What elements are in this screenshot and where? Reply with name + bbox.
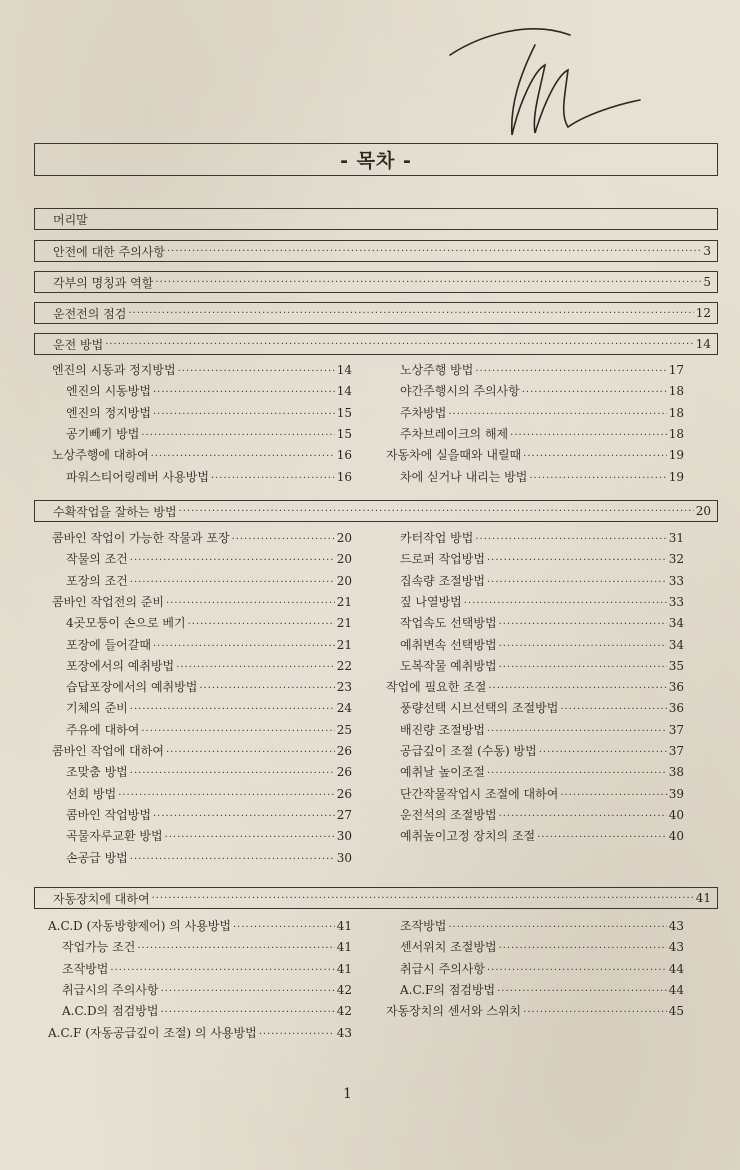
toc-entry-right[interactable] [400, 528, 684, 549]
dot-leader [153, 404, 335, 425]
dot-leader [499, 614, 667, 635]
toc-entry-label: 자동장치의 센서와 스위치 [386, 1004, 522, 1019]
toc-entry-label: 노상주행에 대하여 [52, 448, 149, 463]
toc-entry-right[interactable] [400, 916, 684, 937]
toc-entry-left[interactable] [66, 784, 352, 805]
toc-entry-right[interactable] [400, 403, 684, 424]
section-label: 수확작업을 잘하는 방법 [53, 504, 177, 519]
toc-entry-page: 14 [336, 363, 352, 377]
toc-entry-label: 센서위치 조절방법 [400, 940, 497, 955]
dot-leader [499, 806, 667, 827]
section-page: 3 [703, 244, 711, 258]
dot-leader [161, 981, 335, 1002]
dot-leader [232, 529, 335, 550]
toc-entry-page: 38 [668, 765, 684, 780]
toc-entry-label: 기체의 준비 [66, 701, 128, 716]
toc-entry-label: 작업가능 조건 [62, 940, 136, 955]
toc-entry-label: A.C.F (자동공급깊이 조절) 의 사용방법 [48, 1025, 257, 1040]
toc-entry-right[interactable] [400, 826, 684, 847]
toc-entry-right[interactable] [400, 592, 684, 613]
toc-entry-right[interactable] [400, 360, 684, 381]
toc-entry-label: 콤바인 작업에 대하여 [52, 744, 164, 758]
toc-entry-left[interactable] [66, 467, 352, 488]
toc-entry-page: 20 [336, 573, 352, 588]
toc-entry-page: 44 [668, 961, 684, 976]
dot-leader [167, 246, 701, 257]
toc-entry-page: 32 [668, 552, 684, 567]
toc-entry-label: 콤바인 작업이 가능한 작물과 포장 [52, 531, 230, 545]
toc-entry-page: 21 [336, 594, 352, 609]
toc-entry-left[interactable] [66, 656, 352, 677]
toc-entry-label: 공급깊이 조절 (수동) 방법 [400, 744, 537, 758]
dot-leader [497, 981, 667, 1002]
toc-entry-label: 작물의 조건 [66, 552, 128, 567]
toc-entry-right[interactable] [400, 741, 684, 762]
toc-entry-page: 34 [668, 616, 684, 631]
section-label: 머리말 [53, 212, 88, 227]
dot-leader [141, 425, 334, 446]
dot-leader [464, 593, 667, 614]
dot-leader [153, 636, 335, 657]
toc-entry-label: 예취날 높이조절 [400, 765, 485, 780]
toc-entry-right[interactable] [400, 959, 684, 980]
toc-entry-page: 41 [336, 961, 352, 976]
toc-entry-page: 40 [668, 807, 684, 822]
toc-entry-label: 운전석의 조절방법 [400, 807, 497, 822]
toc-entry-page: 18 [668, 384, 684, 399]
dot-leader [199, 678, 334, 699]
dot-leader [523, 446, 667, 467]
toc-entry-page: 30 [336, 850, 352, 865]
toc-entry-label: 풍량선택 시브선택의 조절방법 [400, 701, 559, 716]
toc-entry-page: 34 [668, 637, 684, 652]
section-label: 자동장치에 대하여 [53, 891, 150, 906]
dot-leader [130, 550, 335, 571]
toc-entry-label: A.C.F의 점검방법 [400, 982, 496, 997]
dot-leader [166, 742, 335, 763]
dot-leader [488, 678, 666, 699]
toc-entry-label: 콤바인 작업전의 준비 [52, 594, 164, 609]
toc-entry-left[interactable] [66, 762, 352, 783]
toc-entry-left[interactable] [66, 549, 352, 570]
section-label: 각부의 명칭과 역할 [53, 275, 154, 290]
dot-leader [151, 446, 335, 467]
toc-entry-page: 18 [668, 426, 684, 441]
toc-entry-right[interactable] [400, 381, 684, 402]
toc-section-auto[interactable] [34, 887, 718, 909]
toc-entry-label: 짚 나열방법 [400, 594, 462, 609]
toc-entry-page: 43 [668, 940, 684, 955]
page-title: - 목차 - [34, 143, 718, 176]
toc-entry-page: 35 [668, 658, 684, 673]
dot-leader [475, 529, 666, 550]
dot-leader [179, 506, 694, 517]
toc-entry-page: 21 [336, 616, 352, 631]
dot-leader [105, 339, 694, 350]
dot-leader [487, 763, 667, 784]
dot-leader [448, 404, 666, 425]
toc-entry-page: 17 [668, 363, 684, 377]
dot-leader [487, 960, 667, 981]
dot-leader [137, 938, 334, 959]
toc-entry-left[interactable] [66, 826, 352, 847]
toc-entry-page: 30 [336, 829, 352, 844]
toc-entry-page: 42 [336, 982, 352, 997]
toc-entry-page: 31 [668, 531, 684, 545]
toc-section-harvest[interactable] [34, 500, 718, 522]
dot-leader [537, 827, 667, 848]
toc-entry-page: 42 [336, 1004, 352, 1019]
dot-leader [475, 361, 666, 382]
toc-entry-label: 노상주행 방법 [400, 363, 474, 377]
toc-entry-left[interactable] [66, 698, 352, 719]
page-number: 1 [343, 1086, 352, 1102]
toc-entry-page: 41 [336, 940, 352, 955]
toc-entry-right[interactable] [400, 720, 684, 741]
dot-leader [176, 657, 335, 678]
toc-entry-left[interactable] [52, 445, 352, 466]
toc-entry-left[interactable] [66, 403, 352, 424]
toc-entry-label: 단간작물작업시 조절에 대하여 [400, 786, 559, 801]
toc-entry-right[interactable] [400, 805, 684, 826]
toc-entry-right[interactable] [400, 467, 684, 488]
toc-entry-right[interactable] [400, 980, 684, 1001]
toc-entry-label: A.C.D의 점검방법 [62, 1004, 159, 1019]
toc-entry-left[interactable] [52, 360, 352, 381]
toc-section[interactable] [34, 240, 718, 262]
dot-leader [178, 361, 335, 382]
toc-entry-label: 포장에서의 예취방법 [66, 658, 175, 673]
toc-entry-label: 주유에 대하여 [66, 722, 140, 737]
dot-leader [130, 763, 335, 784]
toc-entry-page: 19 [668, 469, 684, 484]
toc-entry-right[interactable] [400, 762, 684, 783]
dot-leader [130, 699, 335, 720]
toc-entry-left[interactable] [62, 937, 352, 958]
toc-entry-label: 선회 방법 [66, 786, 117, 801]
toc-entry-left[interactable] [66, 848, 352, 869]
toc-section[interactable] [34, 333, 718, 355]
toc-entry-label: 작업속도 선택방법 [400, 616, 497, 631]
toc-entry-page: 39 [668, 786, 684, 801]
toc-entry-page: 23 [336, 680, 352, 695]
toc-entry-left[interactable] [52, 528, 352, 549]
dot-leader [448, 917, 666, 938]
dot-leader [510, 425, 667, 446]
toc-entry-label: 카터작업 방법 [400, 531, 474, 545]
handwritten-signature [440, 15, 650, 140]
dot-leader [529, 468, 666, 489]
toc-entry-page: 44 [668, 982, 684, 997]
dot-leader [487, 721, 667, 742]
dot-leader [128, 308, 693, 319]
dot-leader [499, 657, 667, 678]
toc-entry-page: 22 [336, 658, 352, 673]
toc-entry-label: 주차방법 [400, 405, 447, 420]
toc-entry-label: 파워스티어링레버 사용방법 [66, 469, 209, 484]
toc-entry-page: 15 [336, 426, 352, 441]
toc-entry-left[interactable] [66, 635, 352, 656]
toc-entry-label: 예취변속 선택방법 [400, 637, 497, 652]
toc-entry-page: 40 [668, 829, 684, 844]
toc-section[interactable] [34, 208, 718, 230]
toc-entry-left[interactable] [66, 424, 352, 445]
toc-entry-page: 16 [336, 469, 352, 484]
toc-entry-page: 36 [668, 701, 684, 716]
toc-entry-label: 취급시의 주의사항 [62, 982, 159, 997]
dot-leader [155, 277, 701, 288]
section-page: 41 [695, 891, 711, 905]
toc-entry-left[interactable] [66, 381, 352, 402]
toc-entry-label: 콤바인 작업방법 [66, 807, 151, 822]
toc-entry-right[interactable] [400, 937, 684, 958]
dot-leader [188, 614, 335, 635]
toc-entry-left[interactable] [62, 980, 352, 1001]
toc-entry-right[interactable] [400, 656, 684, 677]
dot-leader [487, 572, 667, 593]
toc-entry-page: 43 [668, 919, 684, 933]
dot-leader [211, 468, 335, 489]
section-page: 14 [695, 337, 711, 351]
toc-entry-left[interactable] [48, 916, 352, 937]
dot-leader [130, 572, 335, 593]
toc-entry-page: 20 [336, 531, 352, 545]
toc-entry-right[interactable] [386, 445, 684, 466]
dot-leader [499, 636, 667, 657]
toc-entry-page: 45 [668, 1004, 684, 1019]
toc-entry-left[interactable] [48, 1023, 352, 1044]
toc-entry-label: 조맞춤 방법 [66, 765, 128, 780]
toc-section[interactable] [34, 302, 718, 324]
toc-entry-page: 36 [668, 680, 684, 695]
toc-entry-page: 27 [336, 807, 352, 822]
dot-leader [165, 827, 335, 848]
dot-leader [152, 893, 694, 904]
toc-entry-left[interactable] [66, 805, 352, 826]
toc-entry-right[interactable] [386, 1001, 684, 1022]
toc-entry-right[interactable] [400, 549, 684, 570]
dot-leader [130, 849, 335, 870]
dot-leader [153, 382, 335, 403]
toc-entry-page: 25 [336, 722, 352, 737]
toc-entry-label: A.C.D (자동방향제어) 의 사용방법 [48, 919, 231, 933]
toc-entry-label: 습답포장에서의 예취방법 [66, 680, 198, 695]
toc-entry-page: 33 [668, 573, 684, 588]
toc-entry-left[interactable] [52, 741, 352, 762]
dot-leader [118, 785, 335, 806]
toc-entry-label: 자동차에 실을때와 내릴때 [386, 448, 522, 463]
toc-entry-page: 20 [336, 552, 352, 567]
dot-leader [259, 1024, 335, 1045]
toc-entry-page: 33 [668, 594, 684, 609]
toc-entry-page: 37 [668, 722, 684, 737]
toc-entry-label: 곡물자루교환 방법 [66, 829, 163, 844]
toc-entry-page: 14 [336, 384, 352, 399]
section-label: 안전에 대한 주의사항 [53, 244, 165, 259]
toc-entry-left[interactable] [66, 720, 352, 741]
toc-entry-label: 작업에 필요한 조절 [386, 680, 487, 695]
toc-entry-right[interactable] [400, 571, 684, 592]
toc-entry-label: 엔진의 시동방법 [66, 384, 151, 399]
toc-entry-label: 조작방법 [400, 919, 447, 933]
toc-entry-page: 26 [336, 786, 352, 801]
toc-entry-page: 18 [668, 405, 684, 420]
toc-entry-label: 포장에 들어갈때 [66, 637, 151, 652]
dot-leader [560, 785, 666, 806]
toc-entry-label: 조작방법 [62, 961, 109, 976]
toc-entry-label: 배진량 조절방법 [400, 722, 485, 737]
section-page: 12 [695, 306, 711, 320]
dot-leader [539, 742, 667, 763]
toc-entry-page: 15 [336, 405, 352, 420]
dot-leader [523, 1002, 667, 1023]
toc-entry-left[interactable] [62, 1001, 352, 1022]
dot-leader [487, 550, 667, 571]
toc-entry-page: 37 [668, 744, 684, 758]
section-page: 20 [695, 504, 711, 518]
section-label: 운전전의 점검 [53, 306, 127, 321]
toc-entry-page: 24 [336, 701, 352, 716]
toc-entry-left[interactable] [52, 592, 352, 613]
toc-entry-left[interactable] [66, 613, 352, 634]
toc-entry-label: 도복작물 예취방법 [400, 658, 497, 673]
dot-leader [160, 1002, 334, 1023]
toc-entry-label: 드로퍼 작업방법 [400, 552, 485, 567]
dot-leader [522, 382, 667, 403]
toc-entry-label: 4곳모퉁이 손으로 베기 [66, 616, 186, 631]
toc-entry-label: 차에 싣거나 내리는 방법 [400, 469, 528, 484]
toc-entry-right[interactable] [400, 698, 684, 719]
toc-entry-label: 주차브레이크의 해제 [400, 426, 509, 441]
toc-entry-label: 공기빼기 방법 [66, 426, 140, 441]
toc-entry-left[interactable] [66, 571, 352, 592]
toc-entry-page: 26 [336, 744, 352, 758]
dot-leader [499, 938, 667, 959]
toc-entry-right[interactable] [386, 677, 684, 698]
toc-entry-right[interactable] [400, 613, 684, 634]
toc-entry-left[interactable] [62, 959, 352, 980]
toc-entry-right[interactable] [400, 635, 684, 656]
toc-entry-label: 엔진의 정지방법 [66, 405, 151, 420]
section-label: 운전 방법 [53, 337, 104, 352]
dot-leader [560, 699, 666, 720]
toc-entry-label: 취급시 주의사항 [400, 961, 485, 976]
dot-leader [141, 721, 334, 742]
dot-leader [166, 593, 335, 614]
toc-entry-left[interactable] [66, 677, 352, 698]
toc-section[interactable] [34, 271, 718, 293]
toc-entry-right[interactable] [400, 784, 684, 805]
toc-entry-label: 엔진의 시동과 정지방법 [52, 363, 176, 377]
dot-leader [153, 806, 335, 827]
toc-entry-page: 43 [336, 1025, 352, 1040]
toc-entry-page: 16 [336, 448, 352, 463]
section-page: 5 [703, 275, 711, 289]
dot-leader [110, 960, 334, 981]
dot-leader [233, 917, 335, 938]
toc-entry-right[interactable] [400, 424, 684, 445]
toc-entry-page: 41 [336, 919, 352, 933]
toc-entry-page: 19 [668, 448, 684, 463]
toc-entry-label: 포장의 조건 [66, 573, 128, 588]
toc-entry-page: 26 [336, 765, 352, 780]
toc-entry-label: 예취높이고정 장치의 조절 [400, 829, 536, 844]
toc-entry-label: 손공급 방법 [66, 850, 128, 865]
toc-entry-label: 야간주행시의 주의사항 [400, 384, 520, 399]
toc-entry-label: 집속량 조절방법 [400, 573, 485, 588]
toc-entry-page: 21 [336, 637, 352, 652]
